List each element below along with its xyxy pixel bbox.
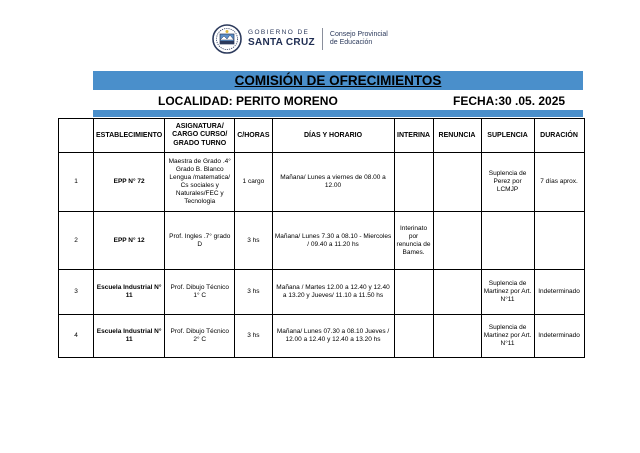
col-header-dias: DÍAS Y HORARIO	[272, 119, 394, 153]
title-band	[93, 71, 583, 90]
renuncia-cell	[433, 153, 481, 212]
renuncia-cell	[433, 212, 481, 270]
suplencia-cell: Suplencia de Martinez por Art. N°11	[481, 270, 534, 315]
table-row	[59, 315, 585, 358]
ofrecimientos-table	[58, 118, 585, 358]
duracion-cell	[534, 212, 584, 270]
col-header-suplencia: SUPLENCIA	[481, 119, 534, 153]
duracion-cell: Indeterminado	[534, 315, 584, 358]
row-number: 1	[59, 153, 94, 212]
dias-cell: Mañana/ Lunes 7.30 a 08.10 - Miercoles / 09.40 a 11.20 hs	[272, 212, 394, 270]
consejo-label-line1: Consejo Provincial	[329, 30, 388, 38]
fecha-label: FECHA:30 .05. 2025	[453, 94, 566, 108]
interina-cell	[394, 153, 433, 212]
asignatura-cell: Prof. Dibujo Técnico 1° C	[165, 270, 235, 315]
horas-cell: 1 cargo	[235, 153, 272, 212]
horas-cell: 3 hs	[235, 315, 272, 358]
row-number: 3	[59, 270, 94, 315]
col-header-renuncia: RENUNCIA	[433, 119, 481, 153]
consejo-label-line2: de Educación	[329, 39, 373, 46]
row-number: 2	[59, 212, 94, 270]
horas-cell: 3 hs	[235, 212, 272, 270]
suplencia-cell: Suplencia de Martinez por Art. N°11	[481, 315, 534, 358]
establecimiento-cell: Escuela Industrial N° 11	[94, 270, 165, 315]
table-row	[59, 153, 585, 212]
renuncia-cell	[433, 270, 481, 315]
santa-cruz-label: SANTA CRUZ	[248, 36, 315, 48]
horas-cell: 3 hs	[235, 270, 272, 315]
asignatura-cell: Maestra de Grado .4° Grado B. Blanco Lengua /matematica/ Cs sociales y Naturales/FEC y Tecnologia	[165, 153, 235, 212]
renuncia-cell	[433, 315, 481, 358]
localidad-label: LOCALIDAD: PERITO MORENO	[158, 94, 338, 108]
row-number: 4	[59, 315, 94, 358]
col-header-num	[59, 119, 94, 153]
asignatura-cell: Prof. Dibujo Técnico 2° C	[165, 315, 235, 358]
col-header-duracion: DURACIÓN	[534, 119, 584, 153]
col-header-interina: INTERINA	[394, 119, 433, 153]
logo-divider	[322, 28, 323, 50]
col-header-horas: C/HORAS	[235, 119, 272, 153]
table-row	[59, 270, 585, 315]
gobierno-label: GOBIERNO DE	[248, 29, 310, 37]
duracion-cell: 7 días aprox.	[534, 153, 584, 212]
title-band-bottom	[93, 110, 583, 117]
interina-cell	[394, 270, 433, 315]
asignatura-cell: Prof. Ingles .7° grado D	[165, 212, 235, 270]
dias-cell: Mañana/ Lunes 07.30 a 08.10 Jueves / 12.00 a 12.40 y 12.40 a 13.20 hs	[272, 315, 394, 358]
establecimiento-cell: Escuela Industrial N° 11	[94, 315, 165, 358]
duracion-cell: Indeterminado	[534, 270, 584, 315]
establecimiento-cell: EPP N° 72	[94, 153, 165, 212]
establecimiento-cell: EPP N° 12	[94, 212, 165, 270]
table-row	[59, 212, 585, 270]
dias-cell: Mañana / Martes 12.00 a 12.40 y 12.40 a 13.20 y Jueves/ 11.10 a 11.50 hs	[272, 270, 394, 315]
interina-cell: Interinato por renuncia de Bames.	[394, 212, 433, 270]
page-title: COMISIÓN DE OFRECIMIENTOS	[234, 73, 442, 88]
suplencia-cell	[481, 212, 534, 270]
table-header-row	[59, 119, 585, 153]
col-header-establecimiento: ESTABLECIMIENTO	[94, 119, 165, 153]
suplencia-cell: Suplencia de Perez por LCMJP	[481, 153, 534, 212]
dias-cell: Mañana/ Lunes a viernes de 08.00 a 12.00	[272, 153, 394, 212]
provincial-seal-icon	[212, 24, 242, 54]
col-header-asignatura: ASIGNATURA/ CARGO CURSO/ GRADO TURNO	[165, 119, 235, 153]
interina-cell	[394, 315, 433, 358]
government-logo	[212, 24, 388, 54]
